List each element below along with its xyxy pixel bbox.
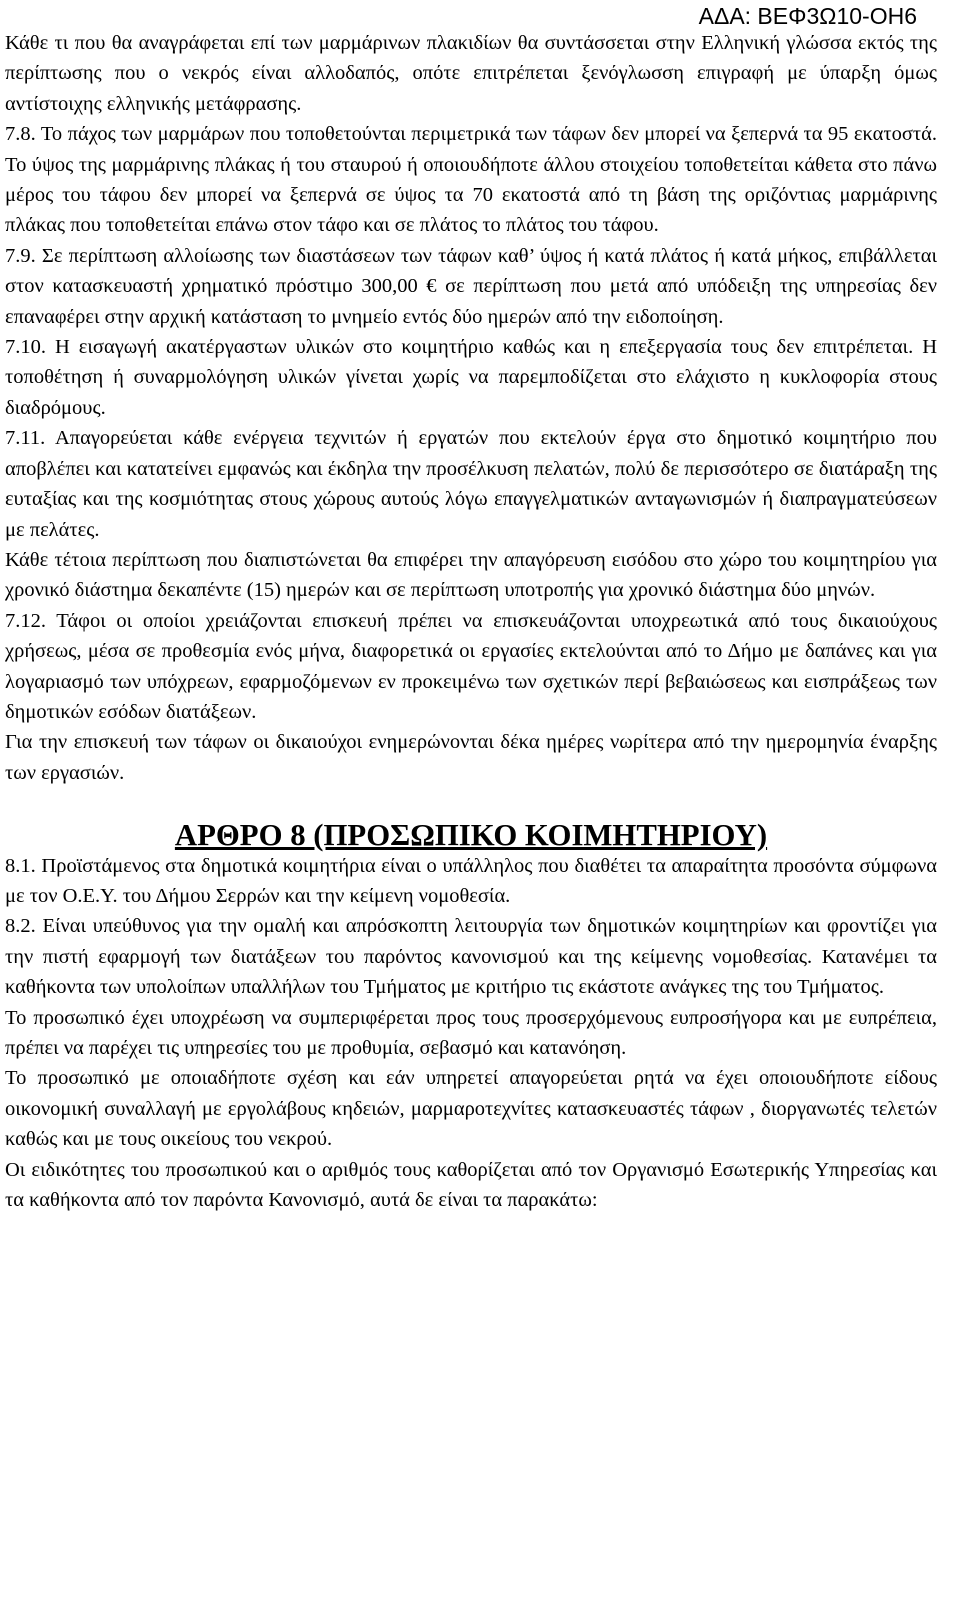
document-code: ΑΔΑ: ΒΕΦ3Ω10-ΟΗ6	[698, 3, 917, 29]
paragraph-7-12: 7.12. Τάφοι οι οποίοι χρειάζονται επισκευή πρέπει να επισκευάζονται υποχρεωτικά από τους δικαιούχους χρήσεως, μέσα σε προθεσμία ενός μήνα, διαφορετικά οι εργασίες εκτελούνται από το Δήμο με δαπάνες και για λογαριασμό των υπόχρεων, εφαρμοζόμενων εν προκειμένω των σχετικών περί βεβαιώσεως και εισπράξεως των δημοτικών εσόδων διατάξεων.	[5, 609, 937, 723]
paragraph-7-9: 7.9. Σε περίπτωση αλλοίωσης των διαστάσεων των τάφων καθ’ ύψος ή κατά πλάτος ή κατά μήκος, επιβάλλεται στον κατασκευαστή χρηματικό πρόστιμο 300,00 € σε περίπτωση που μετά από υπόδειξη της υπηρεσίας δεν επαναφέρει στην αρχική κατάσταση το μνημείο εντός δύο ημερών από την ειδοποίηση.	[5, 244, 937, 328]
paragraph-repair-notice: Για την επισκευή των τάφων οι δικαιούχοι ενημερώνονται δέκα ημέρες νωρίτερα από την ημερομηνία έναρξης των εργασιών.	[5, 731, 937, 784]
paragraph-8-2: 8.2. Είναι υπεύθυνος για την ομαλή και απρόσκοπτη λειτουργία των δημοτικών κοιμητηρίων και φροντίζει για την πιστή εφαρμογή των διατάξεων του παρόντος κανονισμού και της κείμενης νομοθεσίας. Κατανέμει τα καθήκοντα των υπολοίπων υπαλλήλων του Τμήματος με κριτήριο τις εκάστοτε ανάγκες της του Τμήματος.	[5, 915, 937, 999]
paragraph-8-1: 8.1. Προϊστάμενος στα δημοτικά κοιμητήρια είναι ο υπάλληλος που διαθέτει τα απαραίτητα προσόντα σύμφωνα με τον Ο.Ε.Υ. του Δήμου Σερρών και την κείμενη νομοθεσία.	[5, 854, 937, 907]
section-spacer	[5, 788, 937, 818]
paragraph-7-11: 7.11. Απαγορεύεται κάθε ενέργεια τεχνιτών ή εργατών που εκτελούν έργα στο δημοτικό κοιμητήριο που αποβλέπει και κατατείνει εμφανώς και έκδηλα την προσέλκυση πελατών, πολύ δε περισσότερο σε διατάραξη της ευταξίας και της κοσμιότητας στους χώρους αυτούς λόγω επαγγελματικών ανταγωνισμών ή διαπραγματεύσεων με πελάτες.	[5, 427, 937, 541]
article-8-heading: ΑΡΘΡΟ 8 (ΠΡΟΣΩΠΙΚΟ ΚΟΙΜΗΤΗΡΙΟΥ)	[174, 818, 768, 853]
document-body	[5, 0, 937, 1215]
paragraph-greek-language-rule: Κάθε τι που θα αναγράφεται επί των μαρμάρινων πλακιδίων θα συντάσσεται στην Ελληνική γλώσσα εκτός της περίπτωσης που ο νεκρός είναι αλλοδαπός, οπότε επιτρέπεται ξενόγλωσση επιγραφή με ύπαρξη όμως αντίστοιχης ελληνικής μετάφρασης.	[5, 32, 937, 115]
paragraph-staff-conduct: Το προσωπικό έχει υποχρέωση να συμπεριφέρεται προς τους προσερχόμενους ευπροσήγορα και με ευπρέπεια, πρέπει να παρέχει τις υπηρεσίες του με προθυμία, σεβασμό και κατανόηση.	[5, 1006, 937, 1059]
paragraph-staff-transactions: Το προσωπικό με οποιαδήποτε σχέση και εάν υπηρετεί απαγορεύεται ρητά να έχει οποιουδήποτε είδους οικονομική συναλλαγή με εργολάβους κηδειών, μαρμαροτεχνίτες κατασκευαστές τάφων , διοργανωτές τελετών καθώς και με τους οικείους του νεκρού.	[5, 1067, 937, 1151]
paragraph-entry-ban: Κάθε τέτοια περίπτωση που διαπιστώνεται θα επιφέρει την απαγόρευση εισόδου στο χώρο του κοιμητηρίου για χρονικό διάστημα δεκαπέντε (15) ημερών και σε περίπτωση υποτροπής για χρονικό διάστημα δύο μηνών.	[5, 548, 937, 602]
document-page	[5, 0, 937, 1215]
paragraph-7-8: 7.8. Το πάχος των μαρμάρων που τοποθετούνται περιμετρικά των τάφων δεν μπορεί να ξεπερνά τα 95 εκατοστά. Το ύψος της μαρμάρινης πλάκας ή του σταυρού ή οποιουδήποτε άλλου στοιχείου τοποθετείται κάθετα στο πάνω μέρος του τάφου δεν μπορεί να ξεπερνά σε ύψος τα 70 εκατοστά από τη βάση της οριζόντιας μαρμάρινης πλάκας που τοποθετείται επάνω στον τάφο και σε πλάτος το πλάτος του τάφου.	[5, 123, 937, 237]
paragraph-7-10: 7.10. Η εισαγωγή ακατέργαστων υλικών στο κοιμητήριο καθώς και η επεξεργασία τους δεν επιτρέπεται. Η τοποθέτηση ή συναρμολόγηση υλικών γίνεται χωρίς να παρεμποδίζεται στο ελάχιστο η κυκλοφορία στους διαδρόμους.	[5, 336, 937, 419]
paragraph-staff-specialties: Οι ειδικότητες του προσωπικού και ο αριθμός τους καθορίζεται από τον Οργανισμό Εσωτερικής Υπηρεσίας και τα καθήκοντα από τον παρόντα Κανονισμό, αυτά δε είναι τα παρακάτω:	[5, 1158, 937, 1212]
